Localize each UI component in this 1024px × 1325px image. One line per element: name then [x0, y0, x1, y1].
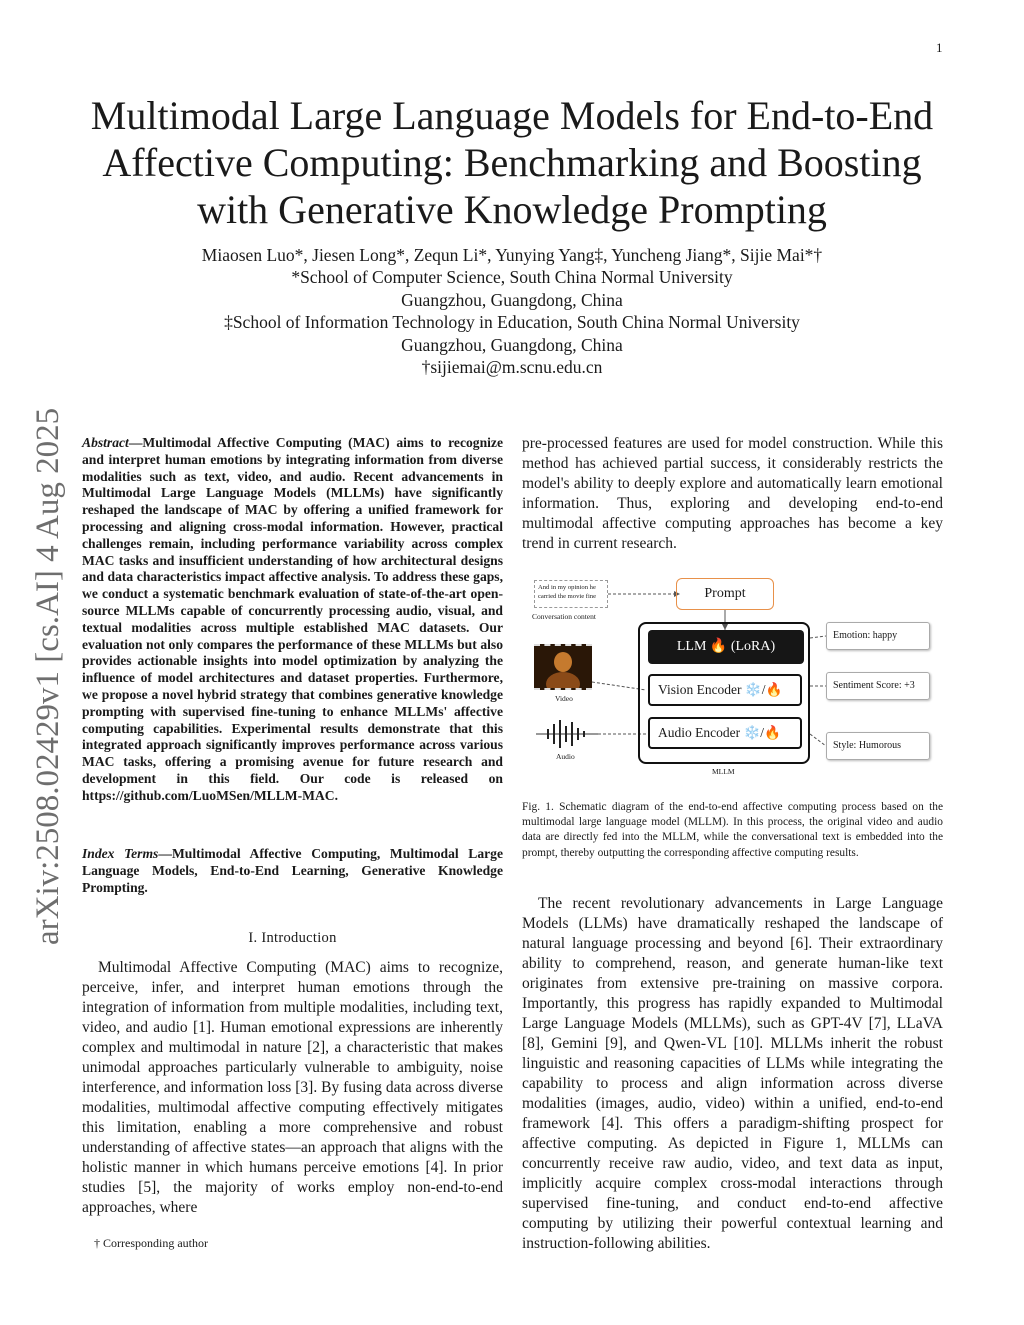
right-column-paragraph: pre-processed features are used for model construction. While this method has achieved partial success, it considerably restricts the model's ability to deeply explore and automatically learn emotional information. Thus, exploring and developing end-to-end multimodal affective computing approaches has become a key trend in current research.: [522, 435, 943, 552]
footnote: † Corresponding author: [94, 1236, 208, 1250]
audio-waveform: [536, 720, 598, 748]
figure-1: [528, 574, 940, 780]
section-heading: I. Introduction: [248, 930, 337, 946]
vision-encoder-block: Vision Encoder ❄️/🔥: [648, 674, 802, 706]
audio-encoder-block: Audio Encoder ❄️/🔥: [648, 717, 802, 749]
paper-title: [60, 92, 964, 233]
conversation-content-box: And in my opinion he carried the movie fine: [534, 580, 608, 608]
index-terms-heading: Index Terms: [82, 846, 159, 861]
title-line: Affective Computing: Benchmarking and Boosting: [102, 140, 922, 185]
right-column-body: The recent revolutionary advancements in Large Language Models (LLMs) have dramatically reshaped the landscape of natural language processing and beyond [6]. Their extraordinary ability to comprehend, reason, and generate human-like text originates from extensive pre-training on massive corpora. Importantly, this progress has rapidly expanded to Multimodal Large Language Models (MLLMs), such as GPT-4V [7], LLaVA [8], Gemini [9], and Qwen-VL [10]. MLLMs inherit the robust linguistic and reasoning capacities of LLMs while integrating the capability to process and align information across diverse modalities (images, audio, video) within a unified, end-to-end framework [4]. This offers a paradigm-shifting prospect for affective computing. As depicted in Figure 1, MLLMs can concurrently receive raw audio, video, and text data as input, implicitly acquire complex cross-modal interactions through supervised fine-tuning, and conduct end-to-end affective computing by utilizing their powerful contextual learning and instruction-following abilities.: [522, 895, 943, 1252]
figure-caption: Fig. 1. Schematic diagram of the end-to-end affective computing process based on the multimodal large language model (MLLM). In this process, the original video and audio data are directly fed into the MLLM, while the conversational text is embedded into the prompt, thereby outputting the corresponding affective computing results.: [522, 801, 943, 859]
video-label: Video: [555, 694, 573, 703]
affiliation-2-location: Guangzhou, Guangdong, China: [401, 334, 623, 355]
affiliation-1-location: Guangzhou, Guangdong, China: [401, 289, 623, 310]
abstract-text: —Multimodal Affective Computing (MAC) aims to recognize and interpret human emotions by integrating information from diverse modalities such as text, video, and audio. Recent advancements in Multimodal Large Language Models (MLLMs) have significantly reshaped the landscape of MAC by offering a unified framework for processing and aligning cross-modal information. However, practical challenges remain, including performance variability across complex MAC tasks and insufficient understanding of how architectural designs and data characteristics impact affective analysis. To address these gaps, we conduct a systematic benchmark evaluation of state-of-the-art open-source MLLMs capable of concurrently processing audio, visual, and textual modalities across multiple established MAC datasets. Our evaluation not only compares the performance of these MLLMs but also provides actionable insights into model optimization by analyzing the influence of model architectures and dataset properties. Furthermore, we propose a novel hybrid strategy that combines generative knowledge prompting with supervised fine-tuning to enhance MLLMs' affective computing capabilities. Experimental results demonstrate that this integrated approach significantly improves performance across various MAC tasks, offering a promising avenue for future research and development in this field. Our code is released on https://github.com/LuoMSen/MLLM-MAC.: [82, 435, 503, 803]
prompt-box: Prompt: [676, 578, 774, 610]
title-line: with Generative Knowledge Prompting: [197, 187, 827, 232]
conversation-label: Conversation content: [532, 612, 596, 621]
index-terms-text: —Multimodal Affective Computing, Multimodal Large Language Models, End-to-End Learning, Generative Knowledge Prompting.: [82, 846, 503, 895]
affiliation-2: ‡School of Information Technology in Education, South China Normal University: [224, 312, 800, 333]
abstract-heading: Abstract: [82, 435, 129, 450]
abstract: [82, 435, 503, 805]
page-number: 1: [936, 40, 943, 55]
author-block: [100, 244, 924, 378]
video-frame-image: [534, 644, 592, 690]
arxiv-stamp: arXiv:2508.02429v1 [cs.AI] 4 Aug 2025: [30, 407, 66, 945]
mllm-label: MLLM: [712, 767, 735, 776]
intro-paragraph: Multimodal Affective Computing (MAC) aims to recognize, perceive, infer, and interpret human emotions through the integration of information from multiple modalities, including text, video, and audio [1]. Human emotional expressions are inherently complex and multimodal in nature [2], a characteristic that makes unimodal approaches particularly vulnerable to ambiguity, noise interference, and information loss [3]. By fusing data across diverse modalities, multimodal affective computing effectively mitigates this limitation, enabling a more comprehensive and robust understanding of affective states—an approach that aligns with the holistic manner in which humans perceive emotions [4]. In prior studies [5], the majority of works employ non-end-to-end approaches, where: [82, 959, 503, 1216]
output-style: Style: Humorous: [826, 732, 930, 760]
contact-email: †sijiemai@m.scnu.edu.cn: [421, 357, 603, 378]
title-line: Multimodal Large Language Models for End-to-End: [90, 93, 934, 138]
output-sentiment: Sentiment Score: +3: [826, 672, 930, 700]
author-list: Miaosen Luo*, Jiesen Long*, Zequn Li*, Yunying Yang‡, Yuncheng Jiang*, Sijie Mai*†: [201, 245, 823, 265]
llm-block: LLM 🔥 (LoRA): [648, 630, 804, 664]
audio-label: Audio: [556, 752, 575, 761]
affiliation-1: *School of Computer Science, South China Normal University: [291, 267, 733, 288]
video-person-silhouette: [534, 646, 592, 688]
output-emotion: Emotion: happy: [826, 622, 930, 650]
index-terms: [82, 846, 503, 896]
